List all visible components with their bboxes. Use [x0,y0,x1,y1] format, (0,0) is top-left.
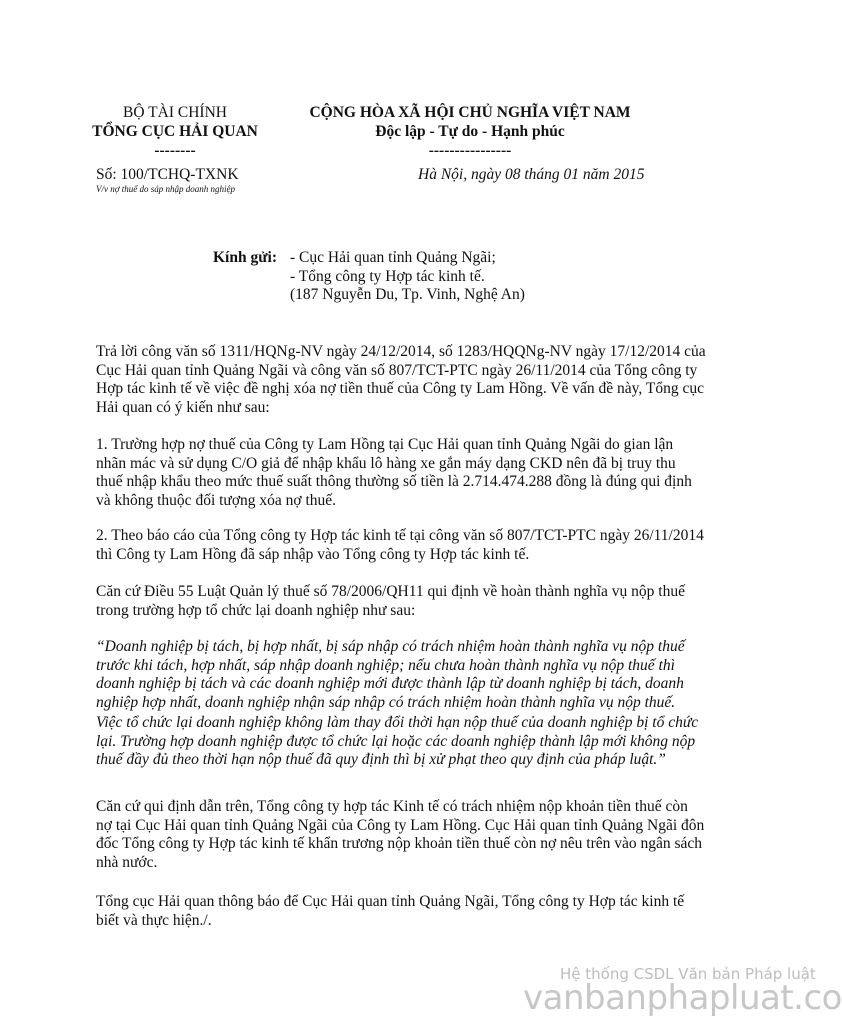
recipients-list [290,249,525,305]
national-title [270,103,670,160]
recipient-line: - Cục Hải quan tỉnh Quảng Ngãi; [290,249,496,266]
body-paragraph-2: 1. Trường hợp nợ thuế của Công ty Lam Hồng tại Cục Hải quan tỉnh Quảng Ngãi do gian lận nhãn mác và sử dụng C/O giả để nhập khẩu lô hàng xe gắn máy dạng CKD nên đã bị truy thu thuế nhập khẩu theo mức thuế suất thông thường số tiền là 2.714.474.288 đồng là đúng qui định và không thuộc đối tượng xóa nợ thuế. [96,436,692,509]
recipients-label: Kính gửi: [213,249,277,266]
agency-divider: -------- [154,142,196,159]
document-number: Số: 100/TCHQ-TXNK [96,166,239,183]
motto-divider: ---------------- [428,142,512,159]
issue-date: Hà Nội, ngày 08 tháng 01 năm 2015 [418,166,645,183]
national-motto: Độc lập - Tự do - Hạnh phúc [375,123,565,140]
document-subject: V/v nợ thuế do sáp nhập doanh nghiệp [96,184,236,194]
department-name: TỔNG CỤC HẢI QUAN [92,123,258,140]
recipient-address: (187 Nguyễn Du, Tp. Vinh, Nghệ An) [290,286,525,303]
quoted-law-paragraph-2: Việc tổ chức lại doanh nghiệp không làm thay đổi thời hạn nộp thuế của doanh nghiệp bị tổ chức lại. Trường hợp doanh nghiệp được tổ chức lại hoặc các doanh nghiệp thành lập mới không nộp thuế đầy đủ theo thời hạn nộp thuế đã quy định thì bị xử phạt theo quy định của pháp luật.” [96,714,699,768]
body-paragraph-1: Trả lời công văn số 1311/HQNg-NV ngày 24/12/2014, số 1283/HQQNg-NV ngày 17/12/2014 của Cục Hải quan tỉnh Quảng Ngãi và công văn số 807/TCT-PTC ngày 26/11/2014 của Tổng công ty Hợp tác kinh tế về việc đề nghị xóa nợ tiền thuế của Công ty Lam Hồng. Về vấn đề này, Tổng cục Hải quan có ý kiến như sau: [96,343,706,416]
ministry-name: BỘ TÀI CHÍNH [123,104,227,121]
quoted-law-paragraph-1: “Doanh nghiệp bị tách, bị hợp nhất, bị sáp nhập có trách nhiệm hoàn thành nghĩa vụ nộp thuế trước khi tách, hợp nhất, sáp nhập doanh nghiệp; nếu chưa hoàn thành nghĩa vụ nộp thuế thì doanh nghiệp bị tách và các doanh nghiệp mới được thành lập từ doanh nghiệp bị tách, doanh nghiệp hợp nhất, doanh nghiệp nhận sáp nhập có trách nhiệm hoàn thành nghĩa vụ nộp thuế. [96,638,685,711]
issuing-agency [60,103,290,160]
body-paragraph-6: Tổng cục Hải quan thông báo để Cục Hải quan tỉnh Quảng Ngãi, Tổng công ty Hợp tác kinh tế biết và thực hiện./. [96,893,685,929]
watermark-site: vanbanphapluat.co [523,978,842,1018]
republic-name: CỘNG HÒA XÃ HỘI CHỦ NGHĨA VIỆT NAM [309,104,631,121]
body-paragraph-3: 2. Theo báo cáo của Tổng công ty Hợp tác kinh tế tại công văn số 807/TCT-PTC ngày 26/11/2014 thì Công ty Lam Hồng đã sáp nhập vào Tổng công ty Hợp tác kinh tế. [96,527,704,563]
body-paragraph-4: Căn cứ Điều 55 Luật Quản lý thuế số 78/2006/QH11 qui định về hoàn thành nghĩa vụ nộp thuế trong trường hợp tổ chức lại doanh nghiệp như sau: [96,583,685,619]
body-paragraph-5: Căn cứ qui định dẫn trên, Tổng công ty hợp tác Kinh tế có trách nhiệm nộp khoản tiền thuế còn nợ tại Cục Hải quan tỉnh Quảng Ngãi của Công ty Lam Hồng. Cục Hải quan tỉnh Quảng Ngãi đôn đốc Tổng công ty Hợp tác kinh tế khẩn trương nộp khoản tiền thuế còn nợ nêu trên vào ngân sách nhà nước. [96,798,705,871]
watermark-caption: Hệ thống CSDL Văn bản Pháp luật [560,965,816,983]
recipient-line: - Tổng công ty Hợp tác kinh tế. [290,267,485,285]
